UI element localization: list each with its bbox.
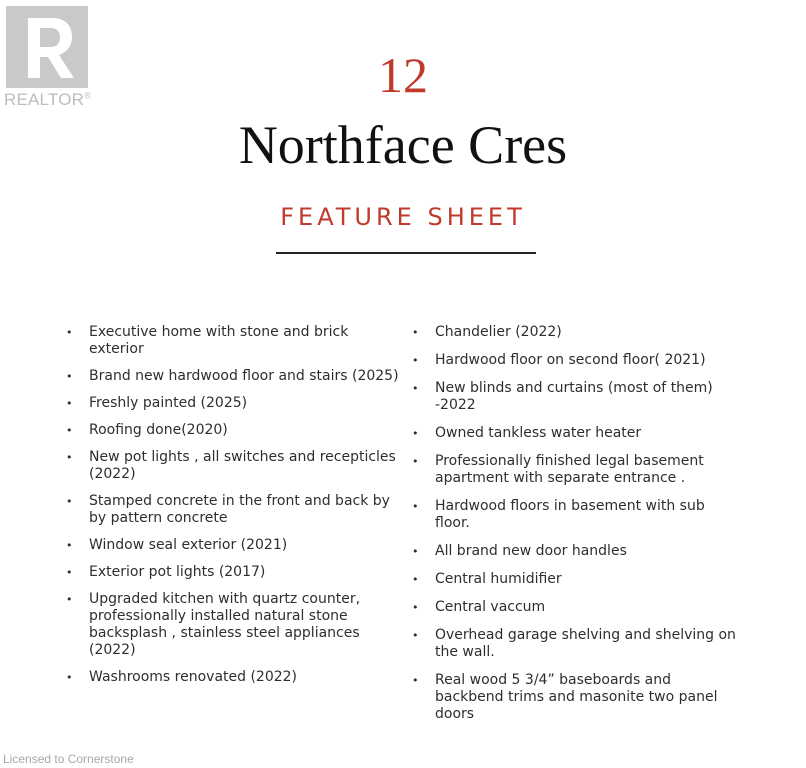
feature-item	[410, 425, 740, 442]
bullet-icon: •	[412, 326, 419, 339]
feature-item	[64, 422, 404, 439]
feature-text: Professionally finished legal basement apartment with separate entrance .	[435, 453, 704, 486]
feature-item	[410, 324, 740, 341]
feature-text: Upgraded kitchen with quartz counter, professionally installed natural stone backsplash , stainless steel appliances (2022)	[89, 591, 361, 658]
feature-text: Overhead garage shelving and shelving on the wall.	[435, 627, 736, 660]
feature-text: Roofing done(2020)	[89, 422, 228, 438]
feature-text: All brand new door handles	[435, 543, 627, 559]
feature-item	[410, 352, 740, 369]
bullet-icon: •	[412, 354, 419, 367]
feature-text: Hardwood floors in basement with sub floor.	[435, 498, 705, 531]
feature-item	[64, 493, 404, 527]
bullet-icon: •	[66, 671, 73, 684]
feature-text: Brand new hardwood floor and stairs (2025)	[89, 368, 399, 384]
bullet-icon: •	[412, 573, 419, 586]
feature-item	[64, 324, 404, 358]
feature-text: Executive home with stone and brick exterior	[89, 324, 349, 357]
bullet-icon: •	[66, 424, 73, 437]
feature-text: Washrooms renovated (2022)	[89, 669, 298, 685]
bullet-icon: •	[66, 451, 73, 464]
feature-text: Hardwood floor on second floor( 2021)	[435, 352, 706, 368]
bullet-icon: •	[412, 500, 419, 513]
feature-item	[64, 669, 404, 686]
feature-text: Stamped concrete in the front and back by by pattern concrete	[89, 493, 390, 526]
title-divider	[276, 252, 536, 254]
feature-item	[64, 591, 404, 659]
license-footer: Licensed to Cornerstone	[3, 752, 134, 766]
house-number: 12	[378, 47, 428, 103]
feature-item	[64, 395, 404, 412]
bullet-icon: •	[66, 593, 73, 606]
feature-text: Freshly painted (2025)	[89, 395, 248, 411]
feature-item	[64, 564, 404, 581]
feature-sheet-title: FEATURE SHEET	[280, 203, 526, 231]
bullet-icon: •	[66, 539, 73, 552]
bullet-icon: •	[66, 397, 73, 410]
bullet-icon: •	[412, 427, 419, 440]
feature-text: Central humidifier	[435, 571, 562, 587]
feature-item	[410, 380, 740, 414]
feature-text: New blinds and curtains (most of them) -2022	[435, 380, 713, 413]
feature-item	[410, 571, 740, 588]
bullet-icon: •	[412, 382, 419, 395]
bullet-icon: •	[66, 326, 73, 339]
feature-text: Exterior pot lights (2017)	[89, 564, 266, 580]
bullet-icon: •	[412, 629, 419, 642]
feature-item	[410, 599, 740, 616]
street-name: Northface Cres	[238, 115, 568, 175]
feature-item	[410, 672, 740, 723]
bullet-icon: •	[412, 601, 419, 614]
bullet-icon: •	[412, 455, 419, 468]
bullet-icon: •	[66, 495, 73, 508]
feature-item	[64, 537, 404, 554]
feature-text: Central vaccum	[435, 599, 546, 615]
feature-item	[64, 368, 404, 385]
feature-item	[64, 449, 404, 483]
bullet-icon: •	[412, 674, 419, 687]
features-list-left	[64, 324, 404, 696]
feature-item	[410, 543, 740, 560]
feature-text: Window seal exterior (2021)	[89, 537, 288, 553]
feature-item	[410, 627, 740, 661]
feature-item	[410, 498, 740, 532]
feature-text: Chandelier (2022)	[435, 324, 562, 340]
feature-text: New pot lights , all switches and recepticles (2022)	[89, 449, 396, 482]
realtor-wordmark: REALTOR®	[4, 90, 91, 109]
feature-text: Owned tankless water heater	[435, 425, 642, 441]
bullet-icon: •	[412, 545, 419, 558]
feature-item	[410, 453, 740, 487]
features-list-right	[410, 324, 740, 734]
bullet-icon: •	[66, 370, 73, 383]
feature-text: Real wood 5 3/4” baseboards and backbend trims and masonite two panel doors	[435, 672, 718, 722]
bullet-icon: •	[66, 566, 73, 579]
